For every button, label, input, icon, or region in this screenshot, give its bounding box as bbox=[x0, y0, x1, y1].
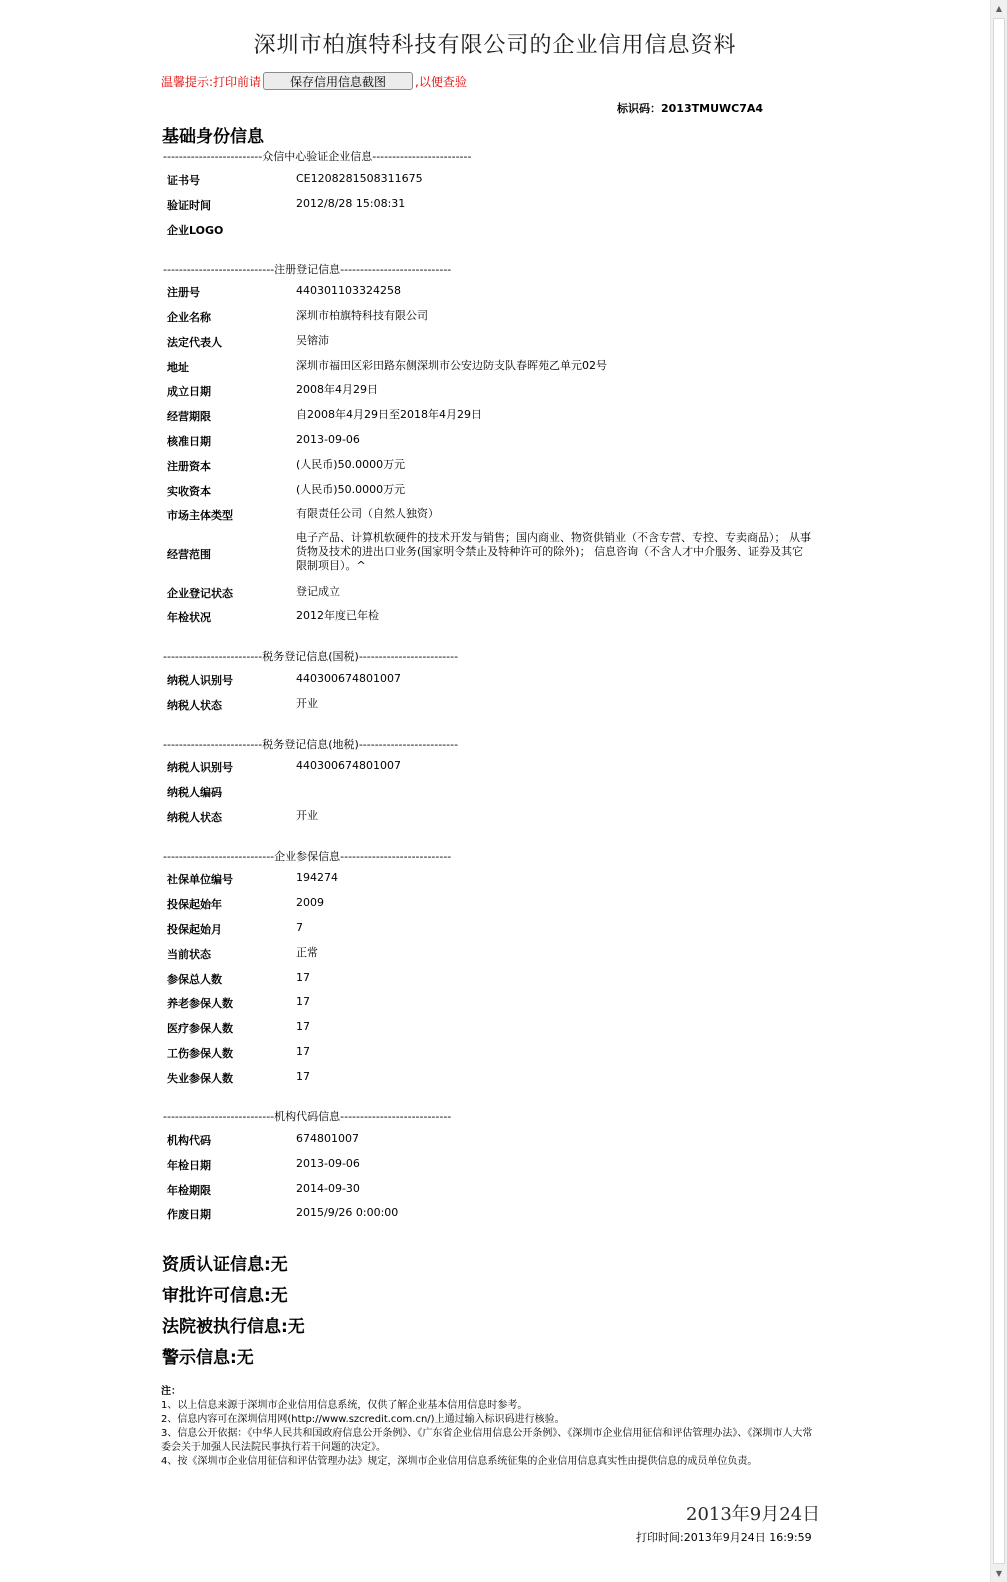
row-value: (人民币)50.0000万元 bbox=[296, 483, 406, 496]
row-label: 法定代表人 bbox=[167, 336, 222, 349]
note-item: 4、按《深圳市企业信用征信和评估管理办法》规定，深圳市企业信用信息系统征集的企业信用信息真实性由提供信息的成员单位负责。 bbox=[161, 1456, 758, 1467]
row-value: 17 bbox=[296, 1020, 310, 1033]
row-value: 440300674801007 bbox=[296, 672, 401, 685]
row-value: 17 bbox=[296, 971, 310, 984]
print-notice bbox=[161, 72, 467, 90]
row-value: 正常 bbox=[296, 946, 318, 959]
identification-code: 标识码：2013TMUWC7A4 bbox=[617, 102, 764, 115]
row-label: 社保单位编号 bbox=[167, 873, 233, 886]
row-label: 年检状况 bbox=[167, 611, 211, 624]
row-value: 2008年4月29日 bbox=[296, 383, 378, 396]
row-label: 投保起始年 bbox=[167, 898, 222, 911]
row-value: 194274 bbox=[296, 871, 338, 884]
row-label: 核准日期 bbox=[167, 435, 211, 448]
row-value: 2013-09-06 bbox=[296, 433, 360, 446]
row-label: 企业名称 bbox=[167, 311, 211, 324]
row-value: 深圳市福田区彩田路东侧深圳市公安边防支队春晖苑乙单元02号 bbox=[296, 359, 607, 372]
row-label: 纳税人识别号 bbox=[167, 674, 233, 687]
row-label: 经营范围 bbox=[167, 548, 211, 561]
row-value: 7 bbox=[296, 921, 303, 934]
notice-suffix: ,以便查验 bbox=[415, 74, 467, 89]
court-summary: 法院被执行信息:无 bbox=[162, 1317, 305, 1337]
row-value: 17 bbox=[296, 1070, 310, 1083]
row-value: 17 bbox=[296, 995, 310, 1008]
row-label: 年检日期 bbox=[167, 1159, 211, 1172]
row-label: 纳税人识别号 bbox=[167, 761, 233, 774]
print-time: 打印时间:2013年9月24日 16:9:59 bbox=[636, 1531, 812, 1544]
basic-info-heading: 基础身份信息 bbox=[162, 127, 264, 147]
row-label: 机构代码 bbox=[167, 1134, 211, 1147]
row-label: 注册资本 bbox=[167, 460, 211, 473]
section-divider-tax-national: -------------------------税务登记信息(国税)------------------------- bbox=[163, 650, 459, 663]
row-label: 纳税人状态 bbox=[167, 811, 222, 824]
row-value: 2015/9/26 0:00:00 bbox=[296, 1206, 399, 1219]
row-value: 674801007 bbox=[296, 1132, 359, 1145]
row-label: 验证时间 bbox=[167, 199, 211, 212]
row-label: 纳税人编码 bbox=[167, 786, 222, 799]
row-value: 17 bbox=[296, 1045, 310, 1058]
section-divider-verify: -------------------------众信中心验证企业信息------------------------- bbox=[163, 150, 472, 163]
section-divider-tax-local: -------------------------税务登记信息(地税)------------------------- bbox=[163, 738, 459, 751]
note-item: 1、以上信息来源于深圳市企业信用信息系统，仅供了解企业基本信用信息时参考。 bbox=[161, 1400, 528, 1411]
row-label: 证书号 bbox=[167, 174, 200, 187]
page-title: 深圳市柏旗特科技有限公司的企业信用信息资料 bbox=[253, 33, 737, 58]
notice-prefix: 温馨提示:打印前请 bbox=[161, 74, 262, 89]
approval-summary: 审批许可信息:无 bbox=[162, 1286, 288, 1306]
warning-summary: 警示信息:无 bbox=[162, 1348, 254, 1368]
section-divider-insurance: ----------------------------企业参保信息---------------------------- bbox=[163, 850, 452, 863]
row-value: 深圳市柏旗特科技有限公司 bbox=[296, 309, 428, 322]
row-value: 2012/8/28 15:08:31 bbox=[296, 197, 406, 210]
note-item: 3、信息公开依据：《中华人民共和国政府信息公开条例》、《广东省企业信用信息公开条例》、《深圳市企业信用征信和评估管理办法》、《深圳市人大常委会关于加强人民法院民事执行若干问题的决定》。 bbox=[161, 1428, 813, 1453]
row-value: 2009 bbox=[296, 896, 324, 909]
row-value: (人民币)50.0000万元 bbox=[296, 458, 406, 471]
row-value: 2014-09-30 bbox=[296, 1182, 360, 1195]
row-label: 养老参保人数 bbox=[167, 997, 233, 1010]
row-value: 2013-09-06 bbox=[296, 1157, 360, 1170]
issue-date: 2013年9月24日 bbox=[686, 1504, 821, 1525]
row-label: 实收资本 bbox=[167, 485, 211, 498]
scroll-up-arrow-icon[interactable]: ▲ bbox=[995, 4, 1003, 13]
row-value: 440301103324258 bbox=[296, 284, 401, 297]
row-label: 市场主体类型 bbox=[167, 509, 233, 522]
section-divider-org-code: ----------------------------机构代码信息---------------------------- bbox=[163, 1110, 452, 1123]
row-value: 开业 bbox=[296, 697, 318, 710]
row-label: 当前状态 bbox=[167, 948, 211, 961]
row-label: 注册号 bbox=[167, 286, 200, 299]
row-value: 开业 bbox=[296, 809, 318, 822]
scroll-down-arrow-icon[interactable]: ▼ bbox=[995, 1569, 1003, 1578]
scroll-thumb[interactable] bbox=[993, 18, 1005, 1564]
row-value: 吴镕沛 bbox=[296, 334, 329, 347]
note-item: 2、信息内容可在深圳信用网(http://www.szcredit.com.cn/)上通过输入标识码进行核验。 bbox=[161, 1414, 565, 1425]
row-label: 工伤参保人数 bbox=[167, 1047, 233, 1060]
row-label: 投保起始月 bbox=[167, 923, 222, 936]
row-label: 纳税人状态 bbox=[167, 699, 222, 712]
row-label: 作废日期 bbox=[167, 1208, 211, 1221]
row-label: 参保总人数 bbox=[167, 973, 222, 986]
row-value: 登记成立 bbox=[296, 585, 340, 598]
section-divider-registration: ----------------------------注册登记信息---------------------------- bbox=[163, 263, 452, 276]
row-label: 年检期限 bbox=[167, 1184, 211, 1197]
row-value: 电子产品、计算机软硬件的技术开发与销售；国内商业、物资供销业（不含专营、专控、专卖商品）； 从事货物及技术的进出口业务(国家明令禁止及特种许可的除外)； 信息咨询（不含人才中介服务、证券及其它限制项目）。^ bbox=[296, 531, 811, 572]
save-screenshot-button[interactable]: 保存信用信息截图 bbox=[263, 72, 413, 90]
row-label: 企业登记状态 bbox=[167, 587, 233, 600]
qualification-summary: 资质认证信息:无 bbox=[162, 1255, 288, 1275]
row-value: 自2008年4月29日至2018年4月29日 bbox=[296, 408, 482, 421]
row-value: 有限责任公司（自然人独资） bbox=[296, 507, 439, 520]
row-label: 经营期限 bbox=[167, 410, 211, 423]
notes-heading: 注： bbox=[161, 1386, 181, 1397]
row-label: 医疗参保人数 bbox=[167, 1022, 233, 1035]
row-value: 2012年度已年检 bbox=[296, 609, 379, 622]
row-value: 440300674801007 bbox=[296, 759, 401, 772]
row-label: 成立日期 bbox=[167, 385, 211, 398]
vertical-scrollbar[interactable] bbox=[990, 0, 1007, 1582]
row-label: 企业LOGO bbox=[167, 224, 224, 237]
row-label: 失业参保人数 bbox=[167, 1072, 233, 1085]
row-label: 地址 bbox=[167, 361, 189, 374]
notes bbox=[161, 1385, 816, 1469]
row-value: CE1208281508311675 bbox=[296, 172, 423, 185]
